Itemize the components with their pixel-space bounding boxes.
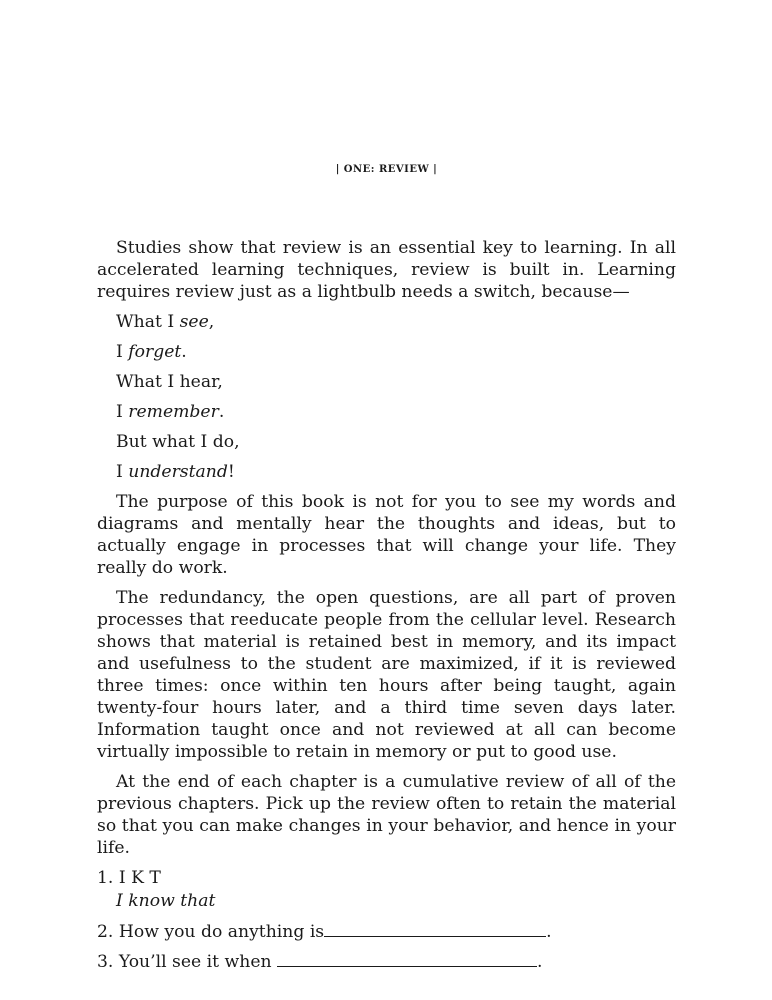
paragraph-intro: Studies show that review is an essential key to learning. In all accelerated learning techniques, review is built in. Learning requires review just as a lightbulb needs a switch, because—	[97, 238, 676, 302]
review-item-1-answer: I know that	[116, 891, 216, 911]
body-text	[97, 237, 676, 980]
verse-line: But what I do,	[116, 432, 240, 452]
verse-line: I forget.	[116, 342, 187, 362]
paragraph-redundancy: The redundancy, the open questions, are all part of proven processes that reeducate people from the cellular level. Research shows that material is retained best in memory, and its impact and usefulness to the student are maximized, if it is reviewed three times: once within ten hours after being taught, again twenty-four hours later, and a third time seven days later. Information taught once and not reviewed at all can become virtually impossible to retain in memory or put to good use.	[97, 588, 676, 762]
review-item-1: 1. I K T	[97, 868, 161, 888]
verse-line: I understand!	[116, 462, 235, 482]
verse-line: I remember.	[116, 402, 225, 422]
verse-line: What I hear,	[116, 372, 223, 392]
paragraph-purpose: The purpose of this book is not for you to see my words and diagrams and mentally hear the thoughts and ideas, but to actually engage in processes that will change your life. They really do work.	[97, 492, 676, 578]
running-head: | ONE: REVIEW |	[335, 164, 438, 175]
verse-line: What I see,	[116, 312, 215, 332]
review-item-3: 3. You’ll see it when .	[97, 952, 543, 972]
paragraph-cumulative-review: At the end of each chapter is a cumulative review of all of the previous chapters. Pick up the review often to retain the material so that you can make changes in your behavior, and hence in your life.	[97, 772, 676, 858]
review-item-2: 2. How you do anything is .	[97, 922, 552, 942]
fill-in-blank	[324, 920, 546, 937]
fill-in-blank	[277, 950, 537, 967]
